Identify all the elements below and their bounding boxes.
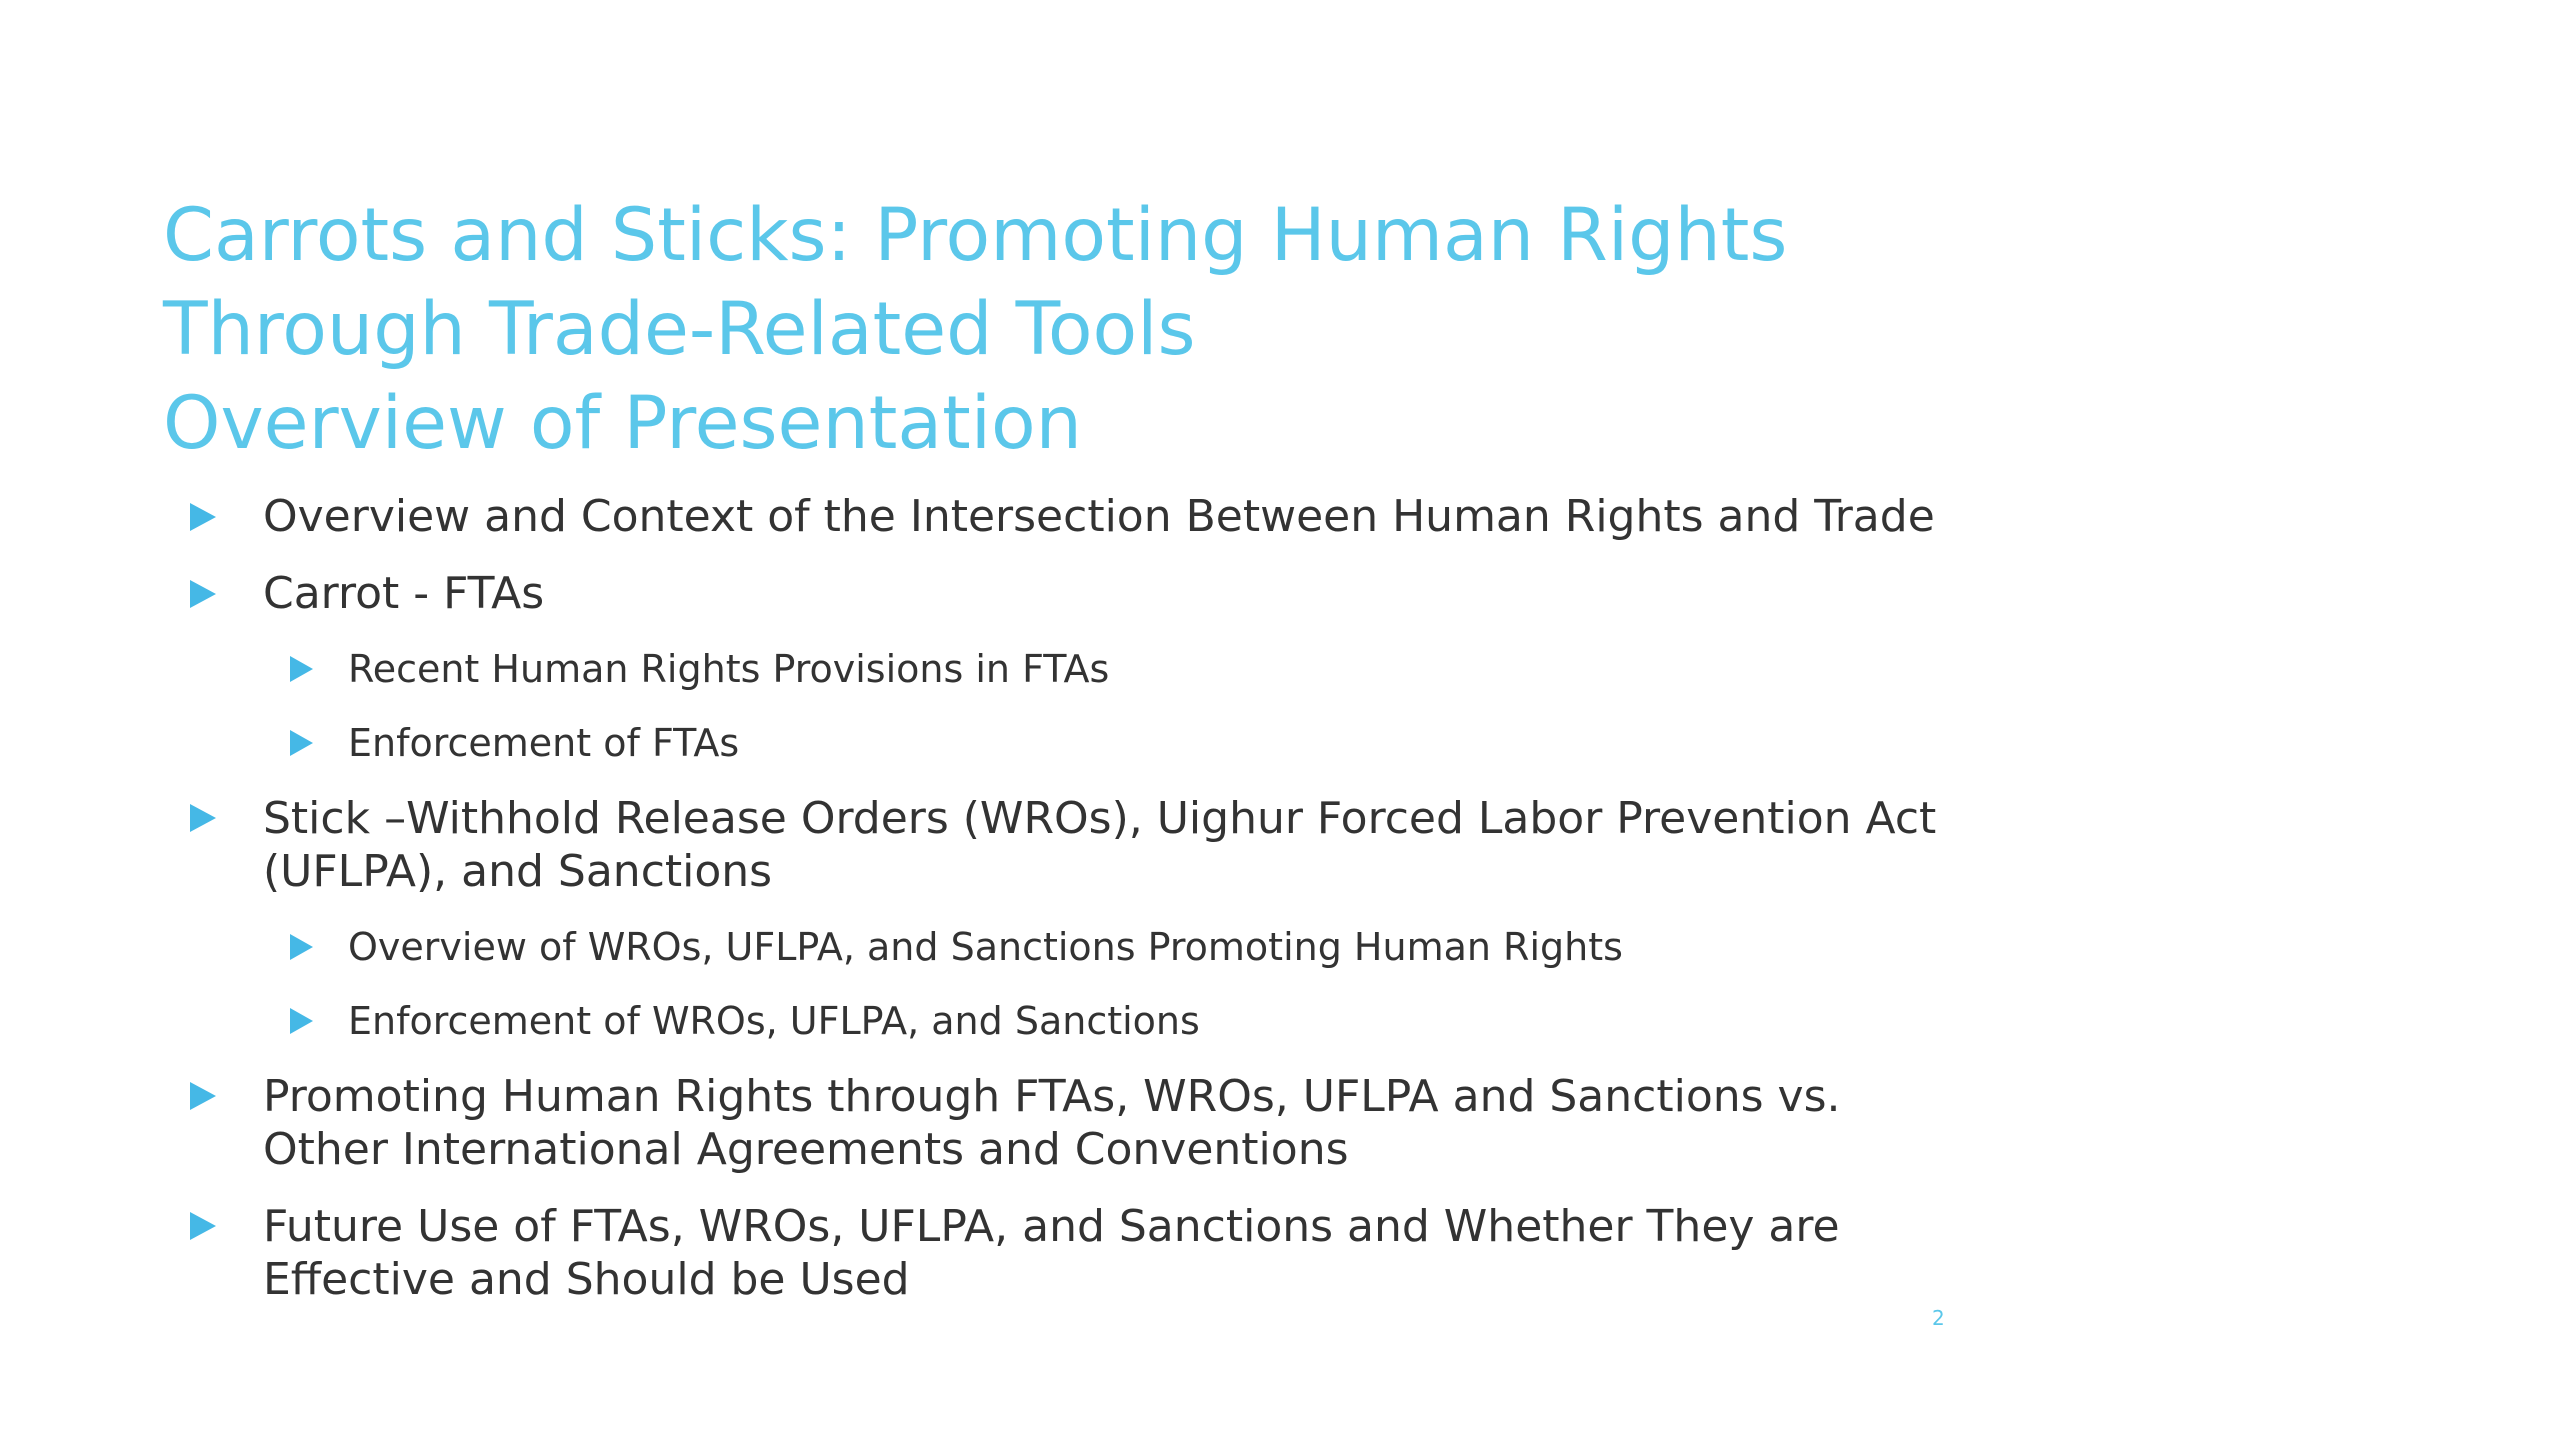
bullet-item	[190, 1070, 1970, 1176]
triangle-right-icon	[290, 934, 313, 960]
slide-body	[190, 490, 1970, 1330]
triangle-right-icon	[190, 503, 216, 531]
bullet-text: Stick –Withhold Release Orders (WROs), Uighur Forced Labor Prevention Act (UFLPA), and Sanctions	[263, 793, 1937, 897]
sub-bullet-item	[190, 996, 1970, 1046]
sub-bullet-text: Recent Human Rights Provisions in FTAs	[348, 647, 1110, 691]
triangle-right-icon	[190, 1082, 216, 1110]
bullet-text: Overview and Context of the Intersection Between Human Rights and Trade	[263, 491, 1935, 542]
triangle-right-icon	[190, 1212, 216, 1240]
bullet-item	[190, 1200, 1970, 1306]
bullet-text: Promoting Human Rights through FTAs, WROs, UFLPA and Sanctions vs. Other International Agreements and Conventions	[263, 1071, 1841, 1175]
title-line-1: Carrots and Sticks: Promoting Human Rights	[163, 192, 1788, 278]
sub-bullet-item	[190, 644, 1970, 694]
triangle-right-icon	[290, 1008, 313, 1034]
triangle-right-icon	[190, 580, 216, 608]
triangle-right-icon	[190, 804, 216, 832]
title-line-2: Through Trade-Related Tools	[163, 286, 1196, 372]
triangle-right-icon	[290, 656, 313, 682]
sub-bullet-text: Enforcement of FTAs	[348, 721, 740, 765]
bullet-text: Carrot - FTAs	[263, 568, 545, 619]
bullet-item	[190, 792, 1970, 898]
title-line-3: Overview of Presentation	[163, 380, 1082, 466]
page-number: 2	[1932, 1306, 1945, 1330]
slide-title	[163, 189, 2063, 471]
bullet-item	[190, 490, 1970, 543]
sub-bullet-text: Enforcement of WROs, UFLPA, and Sanctions	[348, 999, 1200, 1043]
sub-bullet-item	[190, 718, 1970, 768]
triangle-right-icon	[290, 730, 313, 756]
bullet-text: Future Use of FTAs, WROs, UFLPA, and Sanctions and Whether They are Effective and Should be Used	[263, 1201, 1840, 1305]
bullet-item	[190, 567, 1970, 620]
sub-bullet-item	[190, 922, 1970, 972]
sub-bullet-text: Overview of WROs, UFLPA, and Sanctions Promoting Human Rights	[348, 925, 1623, 969]
